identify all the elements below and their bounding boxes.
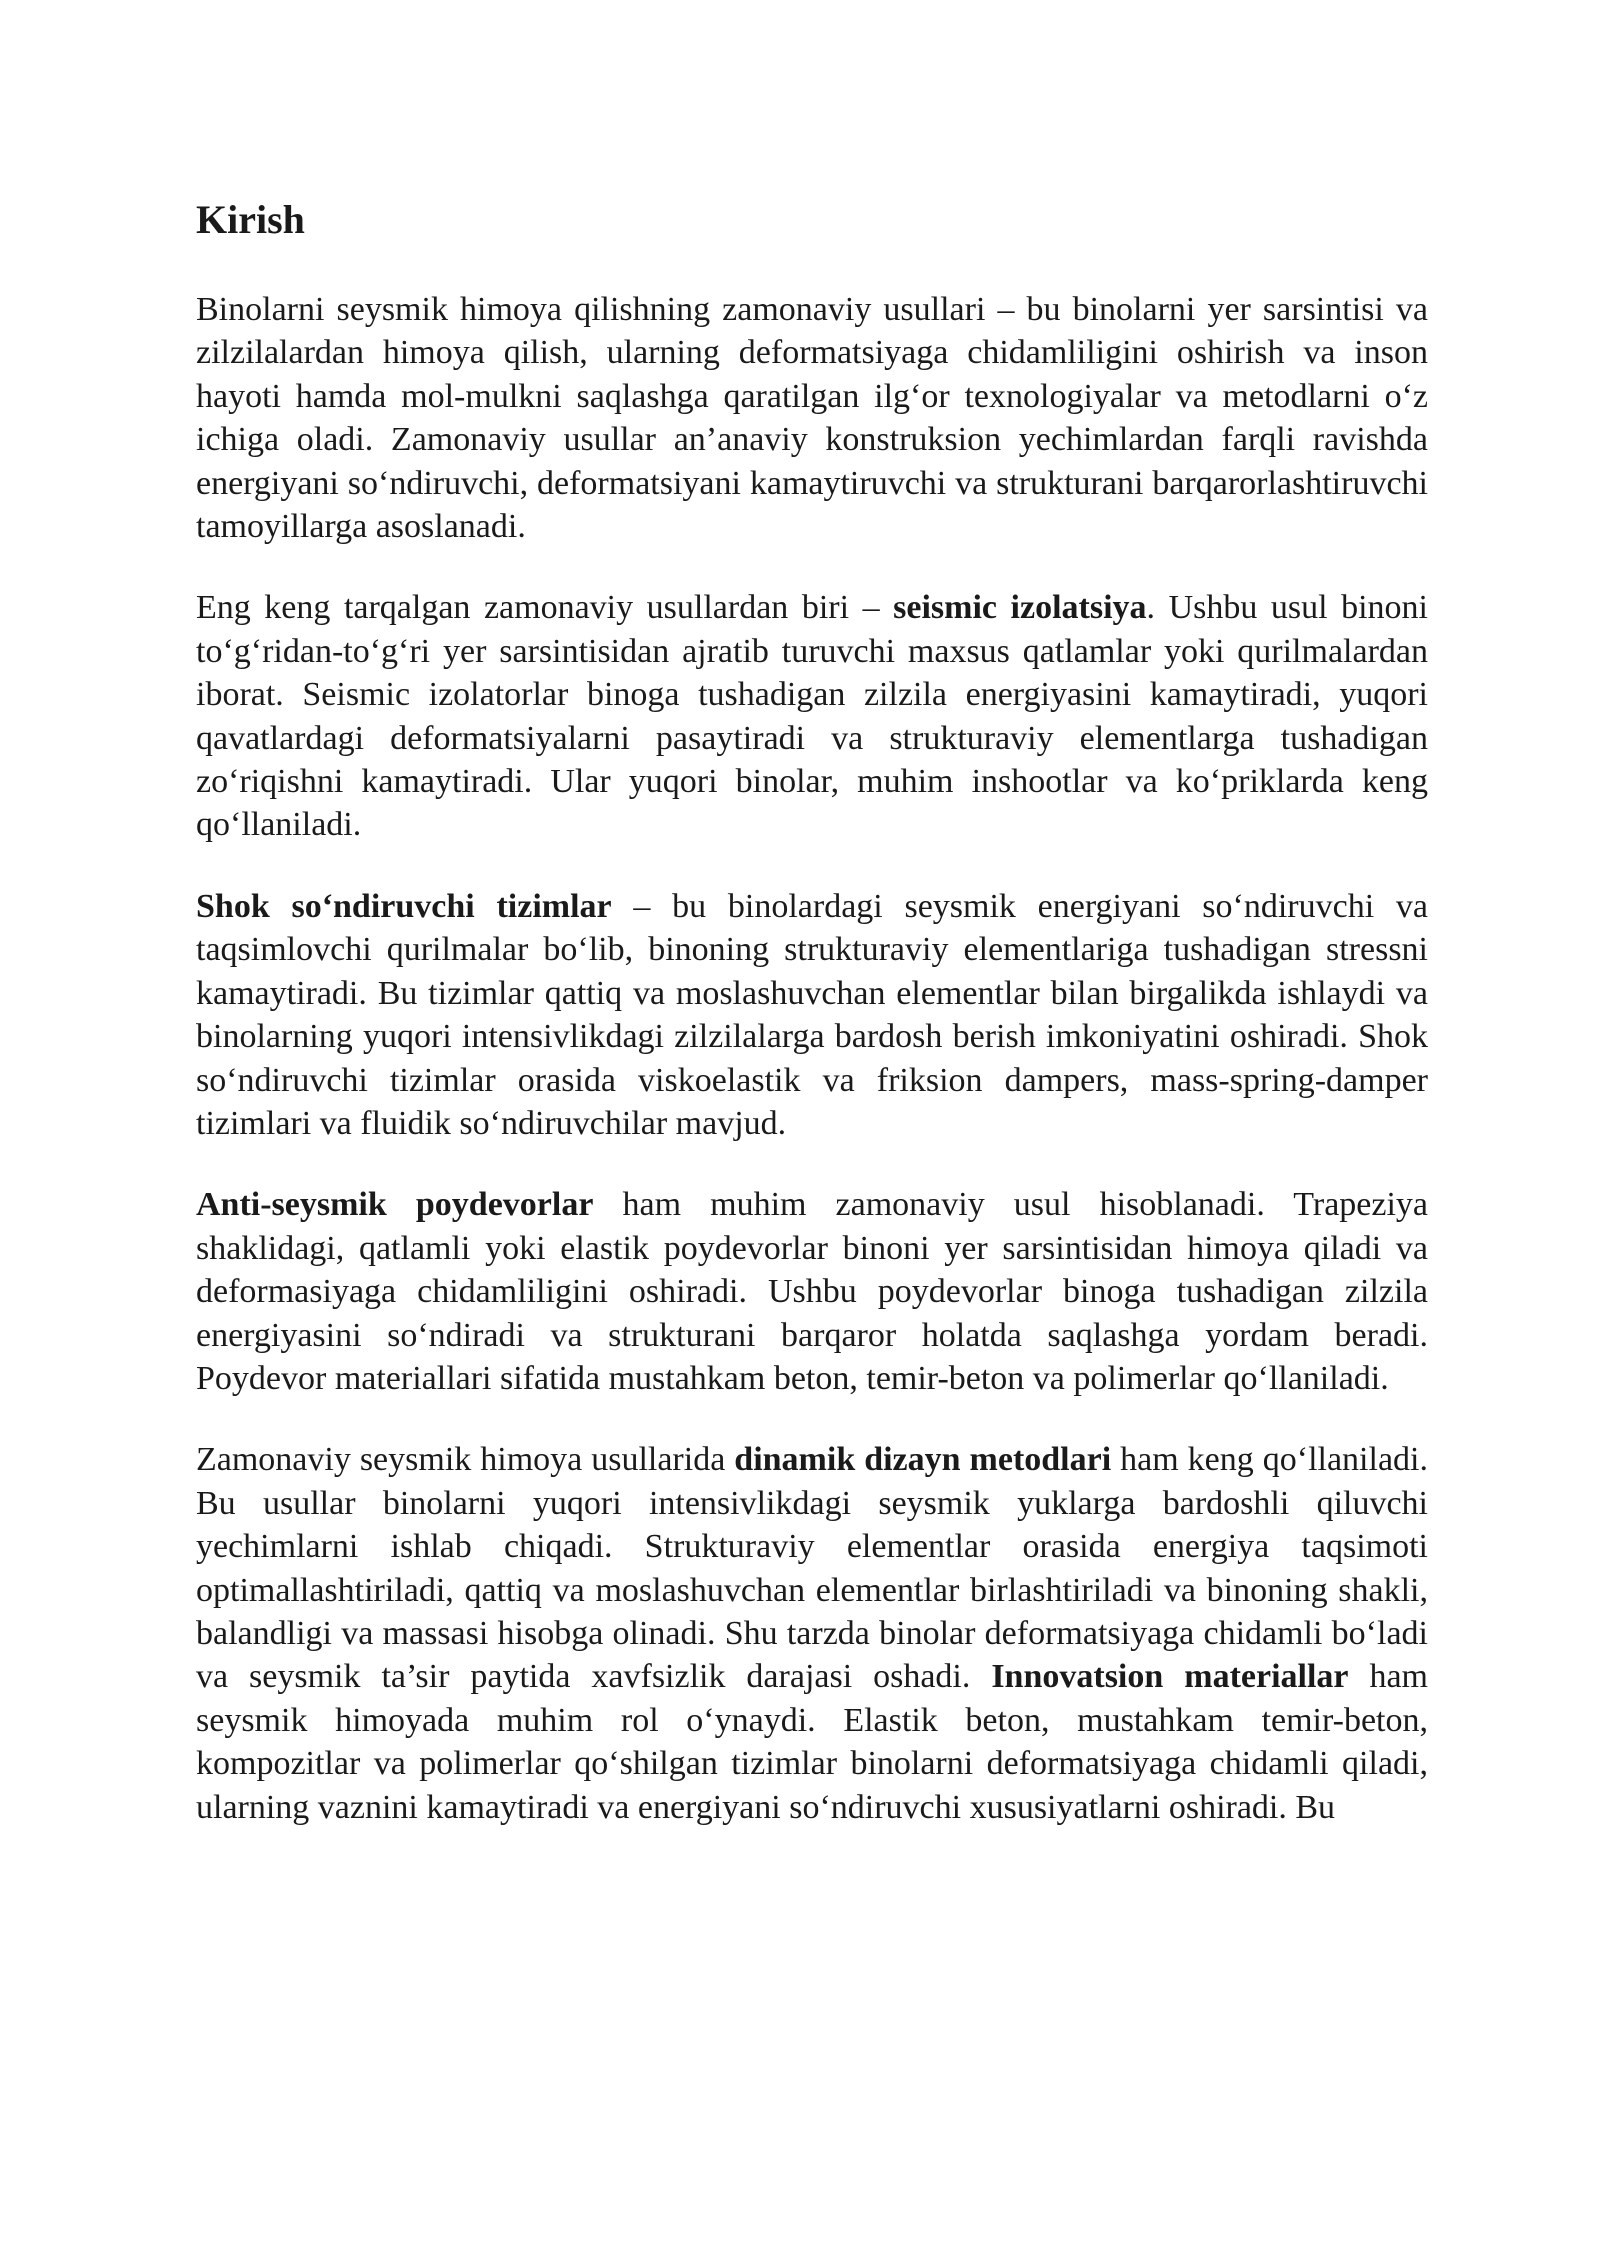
- paragraph-text: Binolarni seysmik himoya qilishning zamonaviy usullari – bu binolarni yer sarsintisi va zilzilalardan himoya qilish, ularning deformatsiyaga chidamliligini oshirish va inson hayoti hamda mol-mulkni saqlashga qaratilgan ilg‘or texnologiyalar va metodlarni o‘z ichiga oladi. Zamonaviy usullar an’anaviy konstruksion yechimlardan farqli ravishda energiyani so‘ndiruvchi, deformatsiyani kamaytiruvchi va strukturani barqarorlashtiruvchi tamoyillarga asoslanadi.: [196, 291, 1428, 546]
- paragraph-text: ham keng qo‘llaniladi. Bu usullar binolarni yuqori intensivlikdagi seysmik yuklarga bardoshli qiluvchi yechimlarni ishlab chiqadi. Strukturaviy elementlar orasida energiya taqsimoti optimallashtiriladi, qattiq va moslashuvchan elementlar birlashtiriladi va binoning shakli, balandligi va massasi hisobga olinadi. Shu tarzda binolar deformatsiyaga chidamli bo‘ladi va seysmik ta’sir paytida xavfsizlik darajasi oshadi.: [196, 1441, 1428, 1696]
- paragraph-text: Eng keng tarqalgan zamonaviy usullardan biri –: [196, 589, 894, 627]
- paragraph-anti-seismic-foundations: [196, 1183, 1428, 1400]
- bold-term: Innovatsion materiallar: [991, 1658, 1349, 1696]
- paragraph-text: ham muhim zamonaviy usul hisoblanadi. Trapeziya shaklidagi, qatlamli yoki elastik poydevorlar binoni yer sarsintisidan himoya qiladi va deformasiyaga chidamliligini oshiradi. Ushbu poydevorlar binoga tushadigan zilzila energiyasini so‘ndiradi va strukturani barqaror holatda saqlashga yordam beradi. Poydevor materiallari sifatida mustahkam beton, temir-beton va polimerlar qo‘llaniladi.: [196, 1186, 1429, 1397]
- paragraph-shock-absorbers: [196, 885, 1428, 1145]
- section-heading: Kirish: [196, 197, 305, 242]
- paragraph-text: – bu binolardagi seysmik energiyani so‘ndiruvchi va taqsimlovchi qurilmalar bo‘lib, binoning strukturaviy elementlariga tushadigan stressni kamaytiradi. Bu tizimlar qattiq va moslashuvchan elementlar bilan birgalikda ishlaydi va binolarning yuqori intensivlikdagi zilzilalarga bardosh berish imkoniyatini oshiradi. Shok so‘ndiruvchi tizimlar orasida viskoelastik va friksion dampers, mass-spring-damper tizimlari va fluidik so‘ndiruvchilar mavjud.: [196, 887, 1428, 1142]
- paragraph-dynamic-design: [196, 1438, 1428, 1829]
- paragraph-text: ham seysmik himoyada muhim rol o‘ynaydi. Elastik beton, mustahkam temir-beton, kompozitlar va polimerlar qo‘shilgan tizimlar binolarni deformatsiyaga chidamli qiladi, ularning vaznini kamaytiradi va energiyani so‘ndiruvchi xususiyatlarni oshiradi. Bu: [196, 1658, 1428, 1826]
- document-page: [196, 190, 1428, 1867]
- paragraph-text: . Ushbu usul binoni to‘g‘ridan-to‘g‘ri yer sarsintisidan ajratib turuvchi maxsus qatlamlar yoki qurilmalardan iborat. Seismic izolatorlar binoga tushadigan zilzila energiyasini kamaytiradi, yuqori qavatlardagi deformatsiyalarni pasaytiradi va strukturaviy elementlarga tushadigan zo‘riqishni kamaytiradi. Ular yuqori binolar, muhim inshootlar va ko‘priklarda keng qo‘llaniladi.: [196, 589, 1429, 844]
- bold-term: seismic izolatsiya: [893, 589, 1147, 627]
- bold-term: Shok so‘ndiruvchi tizimlar: [196, 887, 612, 925]
- paragraph-intro: [196, 288, 1428, 548]
- bold-term: Anti-seysmik poydevorlar: [196, 1186, 594, 1224]
- paragraph-text: Zamonaviy seysmik himoya usullarida: [196, 1441, 735, 1479]
- bold-term: dinamik dizayn metodlari: [734, 1441, 1112, 1479]
- paragraph-seismic-isolation: [196, 586, 1428, 846]
